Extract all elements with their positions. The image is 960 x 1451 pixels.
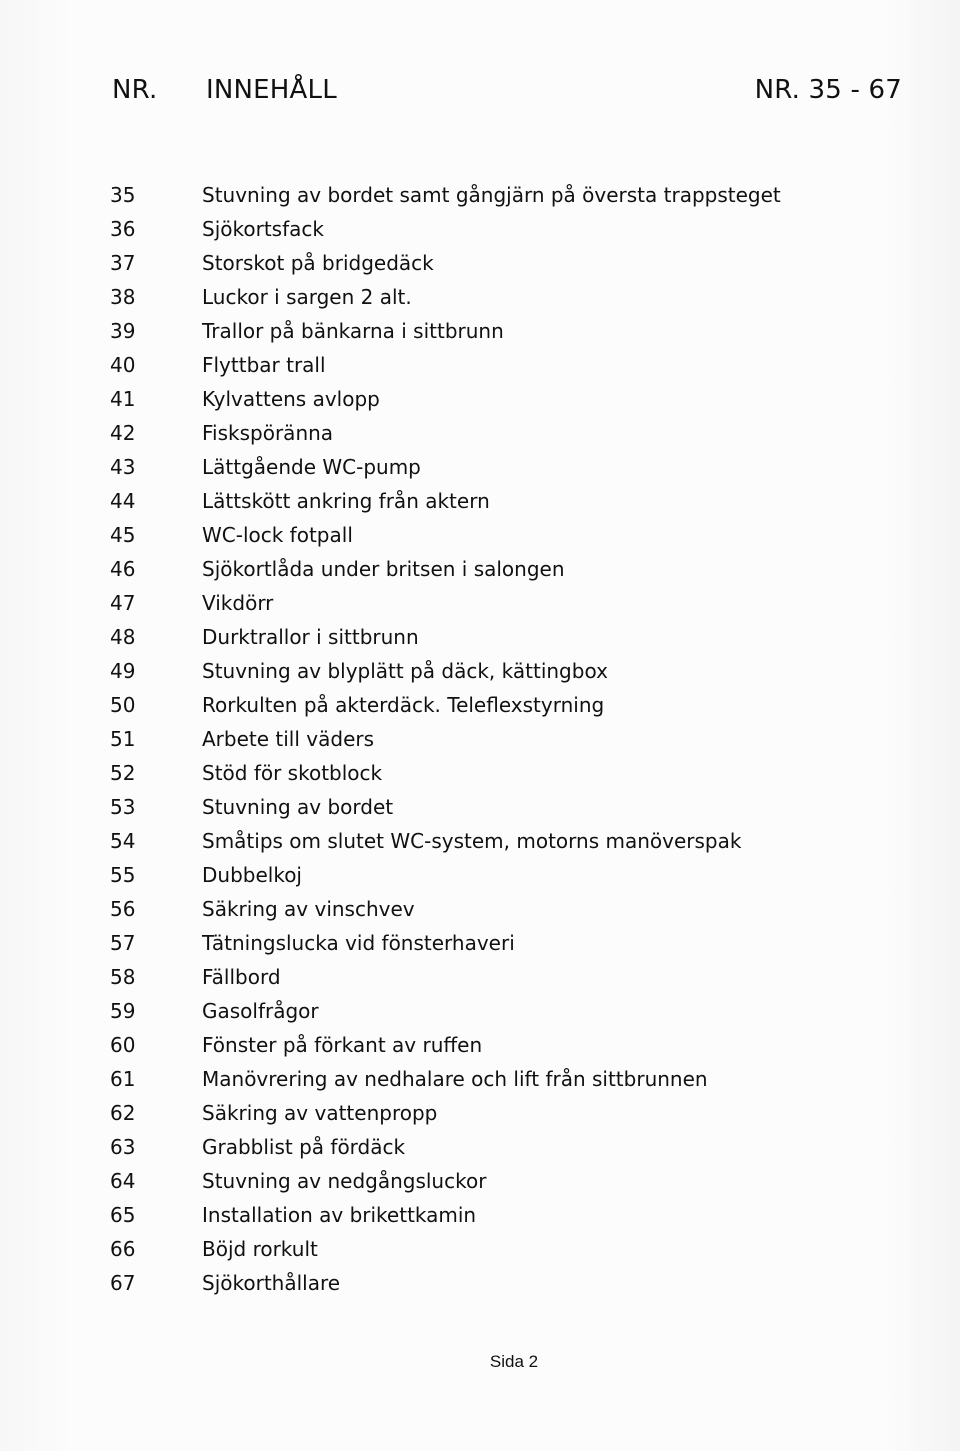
item-number: 53 — [110, 795, 136, 819]
list-item — [110, 926, 870, 960]
list-item — [110, 756, 870, 790]
item-number: 54 — [110, 829, 136, 853]
item-title: Fällbord — [202, 965, 281, 989]
list-item — [110, 484, 870, 518]
item-number: 67 — [110, 1271, 136, 1295]
item-number: 36 — [110, 217, 136, 241]
item-number: 52 — [110, 761, 136, 785]
list-item — [110, 1164, 870, 1198]
item-number: 62 — [110, 1101, 136, 1125]
item-title: Stuvning av bordet samt gångjärn på översta trappsteget — [202, 183, 781, 207]
item-number: 37 — [110, 251, 136, 275]
item-number: 38 — [110, 285, 136, 309]
item-title: Flyttbar trall — [202, 353, 326, 377]
list-item — [110, 1232, 870, 1266]
item-number: 58 — [110, 965, 136, 989]
item-number: 35 — [110, 183, 136, 207]
item-title: Böjd rorkult — [202, 1237, 318, 1261]
list-item — [110, 314, 870, 348]
item-title: Kylvattens avlopp — [202, 387, 380, 411]
item-number: 64 — [110, 1169, 136, 1193]
item-number: 47 — [110, 591, 136, 615]
item-number: 66 — [110, 1237, 136, 1261]
item-number: 61 — [110, 1067, 136, 1091]
item-title: Storskot på bridgedäck — [202, 251, 434, 275]
item-title: Dubbelkoj — [202, 863, 302, 887]
list-item — [110, 1096, 870, 1130]
item-number: 51 — [110, 727, 136, 751]
page-header — [112, 72, 912, 108]
item-number: 40 — [110, 353, 136, 377]
list-item — [110, 280, 870, 314]
item-title: Småtips om slutet WC-system, motorns manöverspak — [202, 829, 742, 853]
item-number: 48 — [110, 625, 136, 649]
list-item — [110, 1062, 870, 1096]
item-title: Luckor i sargen 2 alt. — [202, 285, 412, 309]
item-title: Säkring av vinschvev — [202, 897, 415, 921]
list-item — [110, 382, 870, 416]
item-number: 57 — [110, 931, 136, 955]
item-number: 55 — [110, 863, 136, 887]
list-item — [110, 1198, 870, 1232]
list-item — [110, 450, 870, 484]
item-title: Manövrering av nedhalare och lift från sittbrunnen — [202, 1067, 708, 1091]
list-item — [110, 246, 870, 280]
page-number: Sida 2 — [489, 1352, 539, 1371]
list-item — [110, 722, 870, 756]
item-title: Gasolfrågor — [202, 999, 319, 1023]
list-item — [110, 960, 870, 994]
item-title: Grabblist på fördäck — [202, 1135, 406, 1159]
item-title: Sjökortsfack — [202, 217, 324, 241]
item-title: Fiskspöränna — [202, 421, 334, 445]
page-title: INNEHÅLL — [206, 75, 337, 105]
list-item — [110, 518, 870, 552]
item-title: Stuvning av blyplätt på däck, kättingbox — [202, 659, 608, 683]
item-title: Tätningslucka vid fönsterhaveri — [202, 931, 515, 955]
item-number: 65 — [110, 1203, 136, 1227]
nr-column-heading: NR. — [112, 75, 158, 105]
list-item — [110, 178, 870, 212]
item-title: Stöd för skotblock — [202, 761, 383, 785]
list-item — [110, 654, 870, 688]
item-title: Fönster på förkant av ruffen — [202, 1033, 483, 1057]
item-title: Installation av brikettkamin — [202, 1203, 477, 1227]
item-number: 46 — [110, 557, 136, 581]
number-range: NR. 35 - 67 — [754, 75, 902, 105]
item-title: Stuvning av nedgångsluckor — [202, 1169, 487, 1193]
list-item — [110, 1028, 870, 1062]
contents-list — [110, 178, 870, 1300]
item-number: 63 — [110, 1135, 136, 1159]
item-number: 39 — [110, 319, 136, 343]
item-title: Säkring av vattenpropp — [202, 1101, 438, 1125]
item-number: 59 — [110, 999, 136, 1023]
list-item — [110, 620, 870, 654]
item-number: 44 — [110, 489, 136, 513]
item-title: Stuvning av bordet — [202, 795, 394, 819]
list-item — [110, 994, 870, 1028]
item-title: Lättgående WC-pump — [202, 455, 421, 479]
list-item — [110, 1266, 870, 1300]
item-title: Sjökortlåda under britsen i salongen — [202, 557, 565, 581]
item-title: Rorkulten på akterdäck. Teleflexstyrning — [202, 693, 605, 717]
item-title: Trallor på bänkarna i sittbrunn — [202, 319, 504, 343]
list-item — [110, 212, 870, 246]
list-item — [110, 416, 870, 450]
list-item — [110, 790, 870, 824]
list-item — [110, 892, 870, 926]
item-number: 42 — [110, 421, 136, 445]
item-title: Durktrallor i sittbrunn — [202, 625, 419, 649]
item-title: WC-lock fotpall — [202, 523, 353, 547]
item-number: 49 — [110, 659, 136, 683]
list-item — [110, 586, 870, 620]
item-title: Lättskött ankring från aktern — [202, 489, 490, 513]
list-item — [110, 552, 870, 586]
item-number: 56 — [110, 897, 136, 921]
item-number: 45 — [110, 523, 136, 547]
list-item — [110, 824, 870, 858]
item-number: 60 — [110, 1033, 136, 1057]
item-title: Arbete till väders — [202, 727, 375, 751]
list-item — [110, 688, 870, 722]
item-number: 50 — [110, 693, 136, 717]
list-item — [110, 348, 870, 382]
item-number: 41 — [110, 387, 136, 411]
item-title: Sjökorthållare — [202, 1271, 341, 1295]
list-item — [110, 858, 870, 892]
list-item — [110, 1130, 870, 1164]
item-title: Vikdörr — [202, 591, 274, 615]
item-number: 43 — [110, 455, 136, 479]
